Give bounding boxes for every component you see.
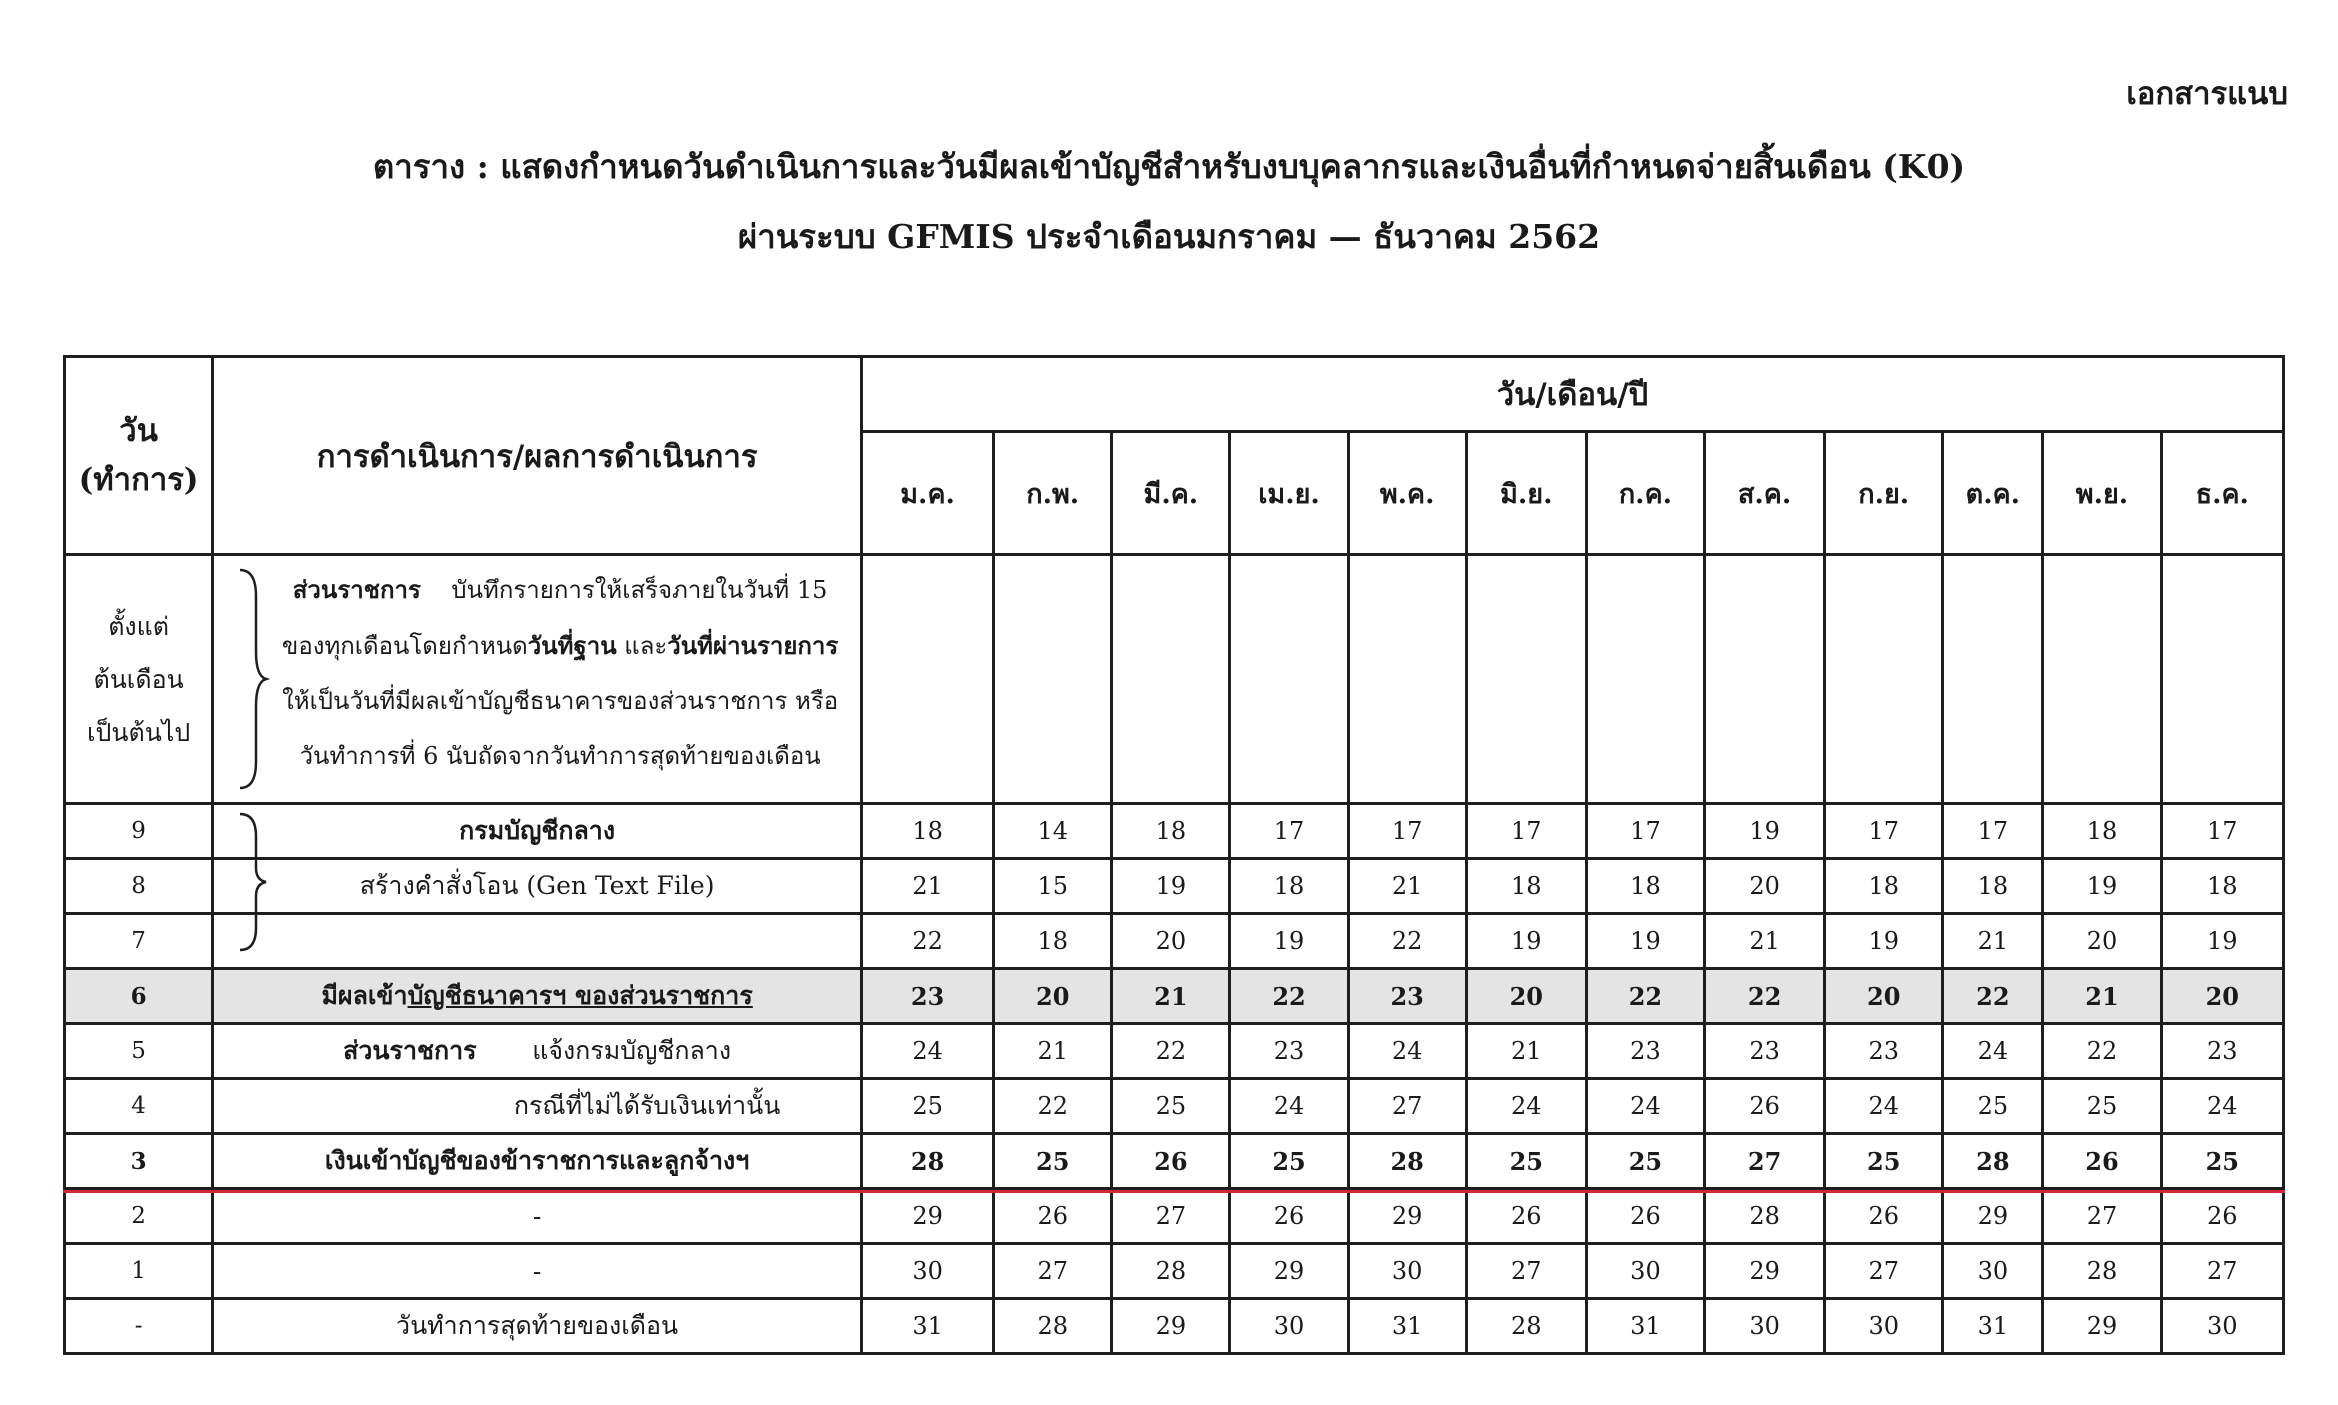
header-day-line2: (ทำการ) <box>78 461 199 498</box>
date-cell: 17 <box>1466 804 1586 859</box>
date-cell: 17 <box>1230 804 1348 859</box>
date-cell: 22 <box>1112 1024 1230 1079</box>
intro-line2-b: วันที่ฐาน <box>527 631 617 660</box>
date-cell: 28 <box>1943 1134 2043 1189</box>
intro-description-cell <box>213 555 862 804</box>
schedule-table <box>63 355 2285 1355</box>
intro-line2-d: วันที่ผ่านรายการ <box>667 631 839 660</box>
dash-text: - <box>532 1256 542 1286</box>
month-header: ธ.ค. <box>2161 432 2283 555</box>
page-subtitle: ผ่านระบบ GFMIS ประจำเดือนมกราคม — ธันวาคม 2562 <box>737 217 1601 256</box>
month-header: พ.ย. <box>2043 432 2161 555</box>
date-cell: 27 <box>2161 1244 2283 1299</box>
date-cell: 19 <box>2043 859 2161 914</box>
header-day-line1: วัน <box>119 413 158 450</box>
date-cell: 22 <box>862 914 994 969</box>
effect-a: มีผลเข้า <box>321 981 408 1010</box>
day-cell: 4 <box>65 1079 213 1134</box>
month-header: ก.ค. <box>1586 432 1704 555</box>
date-cell: 22 <box>1943 969 2043 1024</box>
row-day-4 <box>65 1079 2284 1134</box>
month-header: ก.ย. <box>1825 432 1943 555</box>
date-cell: 26 <box>2161 1189 2283 1244</box>
intro-line3: ให้เป็นวันที่มีผลเข้าบัญชีธนาคารของส่วนราชการ หรือ <box>282 687 839 715</box>
attachment-label: เอกสารแนบ <box>2126 76 2288 112</box>
date-cell: 23 <box>1705 1024 1825 1079</box>
date-cell: 21 <box>994 1024 1112 1079</box>
date-cell: 28 <box>862 1134 994 1189</box>
date-cell: 20 <box>1825 969 1943 1024</box>
date-cell: 19 <box>1825 914 1943 969</box>
date-cell: 19 <box>2161 914 2283 969</box>
date-cell: 24 <box>1466 1079 1586 1134</box>
date-cell: 28 <box>1112 1244 1230 1299</box>
date-cell: 25 <box>1825 1134 1943 1189</box>
date-cell: 28 <box>1705 1189 1825 1244</box>
date-cell: 22 <box>1348 914 1466 969</box>
date-cell: 29 <box>862 1189 994 1244</box>
date-cell: 26 <box>1230 1189 1348 1244</box>
date-cell: 23 <box>862 969 994 1024</box>
date-cell: 25 <box>1943 1079 2043 1134</box>
cgd-text: สร้างคำสั่งโอน (Gen Text File) <box>359 871 715 900</box>
date-cell: 27 <box>994 1244 1112 1299</box>
notify-text: แจ้งกรมบัญชีกลาง <box>532 1036 732 1065</box>
date-cell: 30 <box>1230 1299 1348 1354</box>
month-header: ม.ค. <box>862 432 994 555</box>
date-cell: 15 <box>994 859 1112 914</box>
day-cell: 7 <box>65 914 213 969</box>
operation-cell <box>213 1024 862 1079</box>
operation-cell <box>213 1189 862 1244</box>
day-cell: 6 <box>65 969 213 1024</box>
date-cell: 22 <box>1230 969 1348 1024</box>
row-day-1 <box>65 1244 2284 1299</box>
date-cell: 20 <box>1705 859 1825 914</box>
date-cell: 25 <box>2043 1079 2161 1134</box>
red-rule-line <box>63 1190 2285 1193</box>
day-cell: 3 <box>65 1134 213 1189</box>
intro-row <box>65 555 2284 804</box>
date-cell: 18 <box>994 914 1112 969</box>
operation-cell <box>213 1079 862 1134</box>
date-cell: 18 <box>2161 859 2283 914</box>
date-cell: 30 <box>1348 1244 1466 1299</box>
date-cell: 26 <box>1705 1079 1825 1134</box>
date-cell: 21 <box>1466 1024 1586 1079</box>
date-cell: 18 <box>1466 859 1586 914</box>
row-day-7 <box>65 914 2284 969</box>
date-cell: 18 <box>1586 859 1704 914</box>
curly-brace-small-icon <box>234 806 274 956</box>
date-cell: 30 <box>862 1244 994 1299</box>
date-cell: 29 <box>2043 1299 2161 1354</box>
date-cell: 25 <box>862 1079 994 1134</box>
day-cell: - <box>65 1299 213 1354</box>
date-cell: 17 <box>1943 804 2043 859</box>
date-cell: 31 <box>1348 1299 1466 1354</box>
date-cell: 29 <box>1705 1244 1825 1299</box>
date-cell: 21 <box>1943 914 2043 969</box>
month-header: มี.ค. <box>1112 432 1230 555</box>
date-cell: 22 <box>1586 969 1704 1024</box>
date-cell: 25 <box>1466 1134 1586 1189</box>
intro-day-cell <box>65 555 213 804</box>
date-cell: 26 <box>994 1189 1112 1244</box>
date-cell: 28 <box>2043 1244 2161 1299</box>
intro-line4: วันทำการที่ 6 นับถัดจากวันทำการสุดท้ายของเดือน <box>299 742 821 770</box>
intro-text <box>276 562 844 784</box>
header-date-group: วัน/เดือน/ปี <box>862 357 2284 432</box>
date-cell: 27 <box>2043 1189 2161 1244</box>
date-cell: 14 <box>994 804 1112 859</box>
operation-cell <box>213 914 862 969</box>
day-cell: 9 <box>65 804 213 859</box>
date-cell: 23 <box>1586 1024 1704 1079</box>
date-cell: 30 <box>1943 1244 2043 1299</box>
day-cell: 8 <box>65 859 213 914</box>
day-cell: 2 <box>65 1189 213 1244</box>
date-cell: 28 <box>1348 1134 1466 1189</box>
intro-line2-c: และ <box>616 632 668 660</box>
date-cell: 26 <box>1466 1189 1586 1244</box>
date-cell: 24 <box>1825 1079 1943 1134</box>
date-cell: 19 <box>1230 914 1348 969</box>
row-day-5 <box>65 1024 2284 1079</box>
intro-line1: บันทึกรายการให้เสร็จภายในวันที่ 15 <box>451 576 828 604</box>
operation-cell <box>213 804 862 859</box>
notify-text2: กรณีที่ไม่ได้รับเงินเท่านั้น <box>513 1091 781 1120</box>
date-cell: 23 <box>1348 969 1466 1024</box>
date-cell: 31 <box>862 1299 994 1354</box>
date-cell: 19 <box>1586 914 1704 969</box>
notify-label: ส่วนราชการ <box>343 1036 477 1065</box>
intro-agency-label: ส่วนราชการ <box>292 575 421 604</box>
date-cell: 24 <box>1348 1024 1466 1079</box>
date-cell: 21 <box>862 859 994 914</box>
date-cell: 29 <box>1112 1299 1230 1354</box>
date-cell: 17 <box>1825 804 1943 859</box>
date-cell: 29 <box>1348 1189 1466 1244</box>
last-day-text: วันทำการสุดท้ายของเดือน <box>396 1311 679 1340</box>
operation-cell <box>213 859 862 914</box>
header-operation: การดำเนินการ/ผลการดำเนินการ <box>213 357 862 555</box>
date-cell: 21 <box>1705 914 1825 969</box>
date-cell: 19 <box>1466 914 1586 969</box>
date-cell: 20 <box>2043 914 2161 969</box>
date-cell: 18 <box>862 804 994 859</box>
date-cell: 18 <box>1230 859 1348 914</box>
date-cell: 27 <box>1348 1079 1466 1134</box>
date-cell: 21 <box>1348 859 1466 914</box>
date-cell: 31 <box>1586 1299 1704 1354</box>
row-day-3 <box>65 1134 2284 1189</box>
date-cell: 20 <box>994 969 1112 1024</box>
row-day-2 <box>65 1189 2284 1244</box>
date-cell: 20 <box>2161 969 2283 1024</box>
date-cell: 26 <box>1825 1189 1943 1244</box>
date-cell: 28 <box>994 1299 1112 1354</box>
day-cell: 5 <box>65 1024 213 1079</box>
date-cell: 18 <box>2043 804 2161 859</box>
date-cell: 25 <box>1230 1134 1348 1189</box>
date-cell: 19 <box>1112 859 1230 914</box>
date-cell: 29 <box>1230 1244 1348 1299</box>
intro-line2-a: ของทุกเดือนโดยกำหนด <box>281 632 528 660</box>
date-cell: 19 <box>1705 804 1825 859</box>
date-cell: 25 <box>994 1134 1112 1189</box>
date-cell: 23 <box>1230 1024 1348 1079</box>
date-cell: 24 <box>1586 1079 1704 1134</box>
date-cell: 30 <box>2161 1299 2283 1354</box>
date-cell: 21 <box>1112 969 1230 1024</box>
date-cell: 28 <box>1466 1299 1586 1354</box>
day-cell: 1 <box>65 1244 213 1299</box>
date-cell: 27 <box>1112 1189 1230 1244</box>
operation-cell <box>213 1134 862 1189</box>
date-cell: 20 <box>1112 914 1230 969</box>
date-cell: 18 <box>1112 804 1230 859</box>
date-cell: 31 <box>1943 1299 2043 1354</box>
date-cell: 22 <box>994 1079 1112 1134</box>
intro-day-line1: ตั้งแต่ <box>108 611 169 641</box>
row-last-day <box>65 1299 2284 1354</box>
date-cell: 24 <box>1230 1079 1348 1134</box>
date-cell: 26 <box>1586 1189 1704 1244</box>
date-cell: 24 <box>2161 1079 2283 1134</box>
month-header: ส.ค. <box>1705 432 1825 555</box>
operation-cell <box>213 1244 862 1299</box>
cgd-label: กรมบัญชีกลาง <box>459 816 616 845</box>
date-cell: 24 <box>862 1024 994 1079</box>
operation-cell <box>213 1299 862 1354</box>
month-header: พ.ค. <box>1348 432 1466 555</box>
date-cell: 30 <box>1705 1299 1825 1354</box>
month-header: ต.ค. <box>1943 432 2043 555</box>
date-cell: 17 <box>2161 804 2283 859</box>
row-day-8 <box>65 859 2284 914</box>
date-cell: 23 <box>1825 1024 1943 1079</box>
curly-brace-icon <box>232 556 272 802</box>
page-title: ตาราง : แสดงกำหนดวันดำเนินการและวันมีผลเข้าบัญชีสำหรับงบบุคลากรและเงินอื่นที่กำหนดจ่ายสิ้นเดือน (K0) <box>372 147 1966 186</box>
month-header: ก.พ. <box>994 432 1112 555</box>
intro-day-line2: ต้นเดือน <box>93 664 184 694</box>
date-cell: 27 <box>1466 1244 1586 1299</box>
date-cell: 25 <box>1112 1079 1230 1134</box>
date-cell: 26 <box>2043 1134 2161 1189</box>
date-cell: 27 <box>1825 1244 1943 1299</box>
date-cell: 26 <box>1112 1134 1230 1189</box>
date-cell: 17 <box>1348 804 1466 859</box>
intro-day-line3: เป็นต้นไป <box>86 717 191 747</box>
date-cell: 18 <box>1825 859 1943 914</box>
date-cell: 22 <box>1705 969 1825 1024</box>
date-cell: 20 <box>1466 969 1586 1024</box>
date-cell: 29 <box>1943 1189 2043 1244</box>
date-cell: 25 <box>1586 1134 1704 1189</box>
header-day <box>65 357 213 555</box>
deposit-text: เงินเข้าบัญชีของข้าราชการและลูกจ้างฯ <box>324 1146 750 1175</box>
date-cell: 30 <box>1825 1299 1943 1354</box>
date-cell: 24 <box>1943 1024 2043 1079</box>
date-cell: 30 <box>1586 1244 1704 1299</box>
date-cell: 21 <box>2043 969 2161 1024</box>
date-cell: 27 <box>1705 1134 1825 1189</box>
effect-b: บัญชีธนาคารฯ ของส่วนราชการ <box>407 981 753 1010</box>
month-header: มิ.ย. <box>1466 432 1586 555</box>
date-cell: 23 <box>2161 1024 2283 1079</box>
date-cell: 18 <box>1943 859 2043 914</box>
date-cell: 25 <box>2161 1134 2283 1189</box>
schedule-body <box>65 804 2284 1354</box>
operation-cell <box>213 969 862 1024</box>
date-cell: 17 <box>1586 804 1704 859</box>
dash-text: - <box>532 1201 542 1231</box>
month-header: เม.ย. <box>1230 432 1348 555</box>
date-cell: 22 <box>2043 1024 2161 1079</box>
row-day-6 <box>65 969 2284 1024</box>
row-day-9 <box>65 804 2284 859</box>
